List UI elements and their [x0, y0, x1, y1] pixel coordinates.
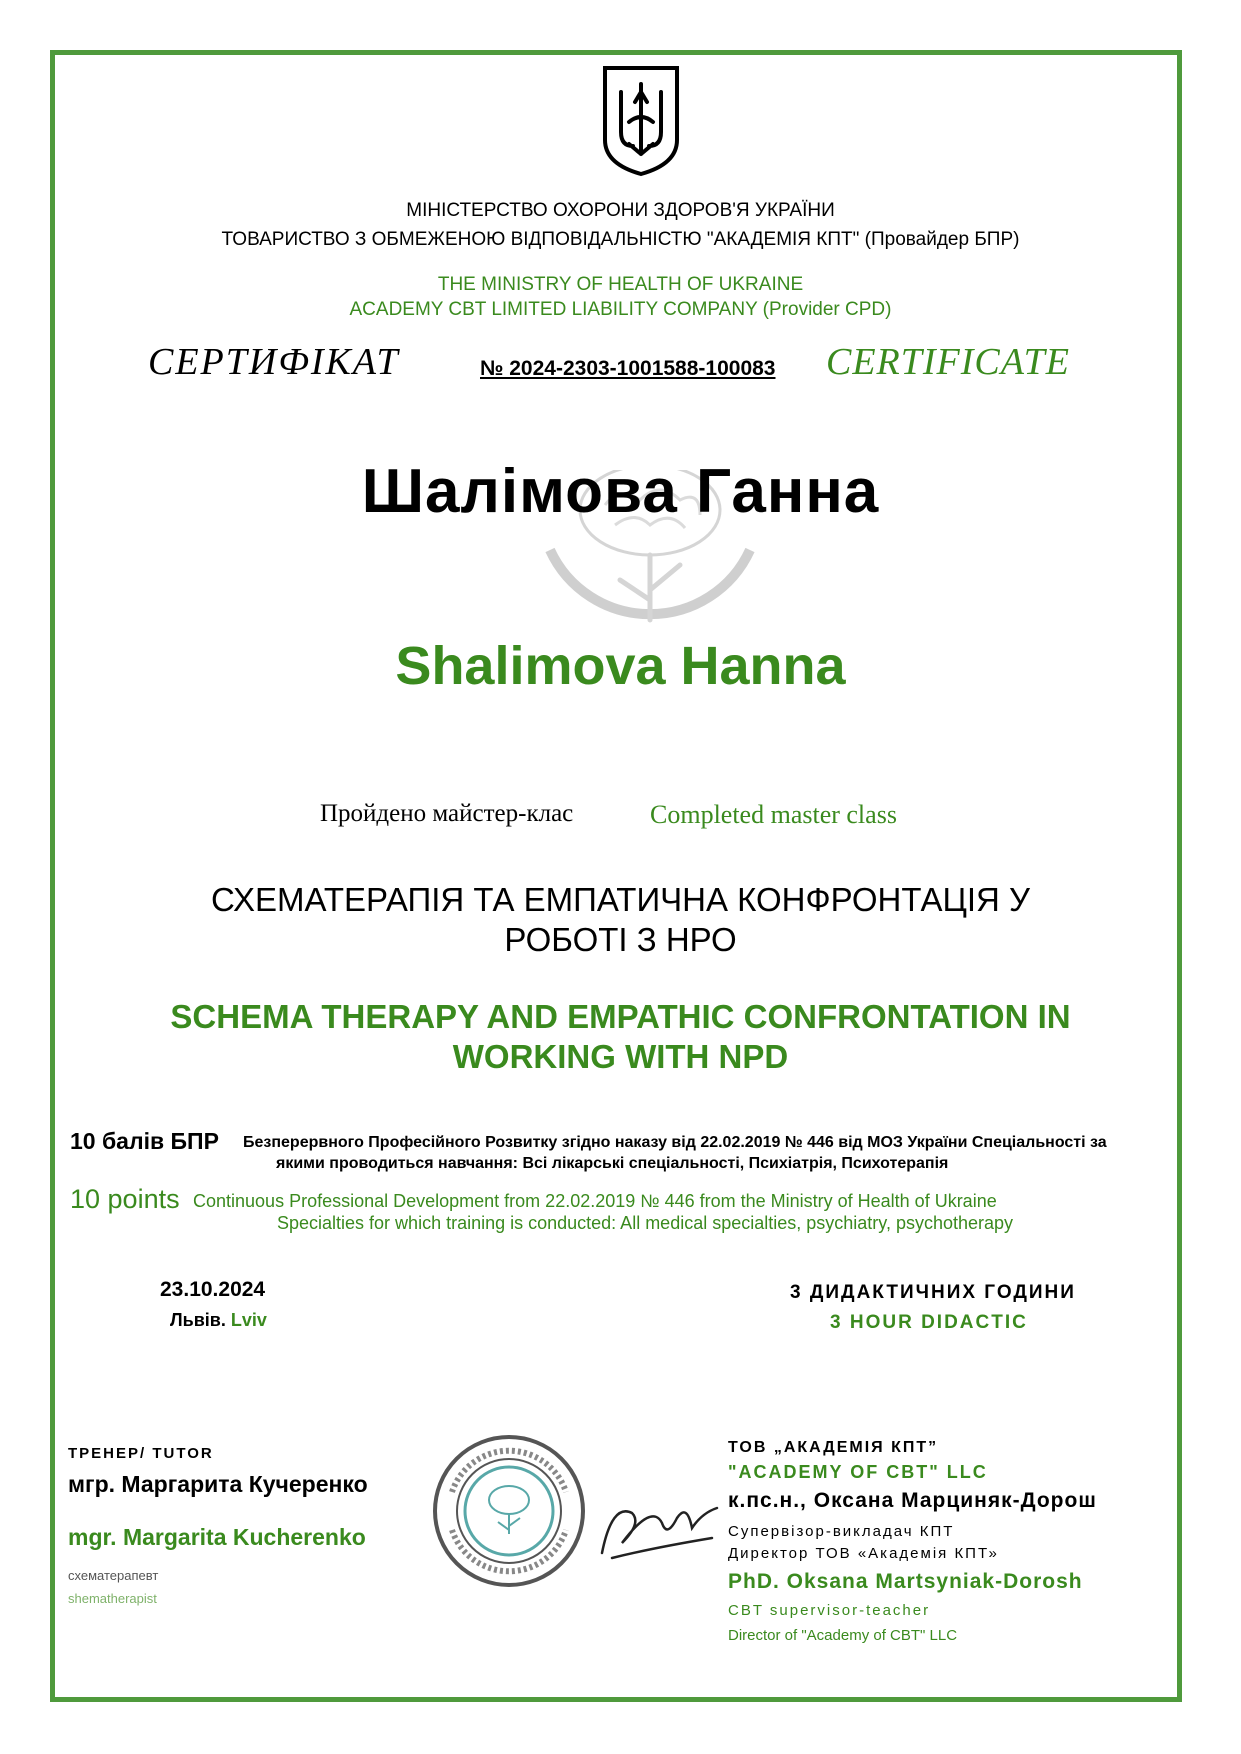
points-ua-label: 10 балів БПР: [70, 1128, 219, 1154]
signature-icon: [592, 1483, 722, 1573]
points-ua-description-line1: Безперервного Професійного Розвитку згідно наказу від 22.02.2019 № 446 від МОЗ України Спеціальності за: [243, 1134, 1107, 1151]
course-title-en: [0, 997, 1241, 1077]
course-title-en-line1: SCHEMA THERAPY AND EMPATHIC CONFRONTATION IN: [170, 998, 1071, 1035]
trident-emblem-icon: [599, 62, 683, 178]
event-date: 23.10.2024: [160, 1278, 266, 1301]
ministry-heading-ua: [0, 196, 1241, 254]
director-name-en: PhD. Oksana Martsyniak-Dorosh: [728, 1570, 1083, 1593]
completion-text-ua: Пройдено майстер-клас: [320, 800, 574, 827]
director-role-ua-1: Супервізор-викладач КПТ: [728, 1523, 955, 1540]
points-en-description-line1: Continuous Professional Development from 22.02.2019 № 446 from the Ministry of Health of Ukraine: [193, 1191, 997, 1211]
course-title-ua-line2: РОБОТІ З НРО: [504, 921, 737, 958]
course-title-ua-line1: СХЕМАТЕРАПІЯ ТА ЕМПАТИЧНА КОНФРОНТАЦІЯ У: [210, 881, 1031, 918]
course-title-ua: [0, 880, 1241, 960]
points-ua-description-line2: якими проводиться навчання: Всі лікарські спеціальності, Психіатрія, Психотерапія: [276, 1155, 949, 1172]
event-city-ua: Львів.: [170, 1310, 226, 1330]
director-role-en-2: Director of "Academy of CBT" LLC: [728, 1627, 958, 1644]
tutor-specialty-en: shematherapist: [68, 1591, 157, 1606]
company-seal-icon: [430, 1432, 588, 1590]
company-name-ua: ТОВАРИСТВО З ОБМЕЖЕНОЮ ВІДПОВІДАЛЬНІСТЮ "АКАДЕМІЯ КПТ" (Провайдер БПР): [221, 229, 1020, 250]
ministry-name-ua: МІНІСТЕРСТВО ОХОРОНИ ЗДОРОВ'Я УКРАЇНИ: [406, 200, 835, 221]
completion-text-en: Completed master class: [650, 800, 897, 829]
director-role-en-1: CBT supervisor-teacher: [728, 1602, 931, 1619]
event-hours-en: 3 HOUR DIDACTIC: [830, 1312, 1028, 1333]
tutor-name-en: mgr. Margarita Kucherenko: [68, 1524, 366, 1550]
ministry-name-en: THE MINISTRY OF HEALTH OF UKRAINE: [437, 274, 804, 295]
director-name-ua: к.пс.н., Оксана Марциняк-Дорош: [728, 1489, 1097, 1512]
recipient-name-ua: Шалімова Ганна: [361, 457, 880, 526]
director-org-en: "ACADEMY OF CBT" LLC: [728, 1462, 988, 1482]
director-role-ua-2: Директор ТОВ «Академія КПТ»: [728, 1545, 999, 1562]
certificate-title-ua: СЕРТИФІКАТ: [148, 341, 400, 383]
certificate-title-en: CERTIFICATE: [826, 341, 1070, 383]
event-city-en: Lviv: [230, 1310, 267, 1330]
company-name-en: ACADEMY CBT LIMITED LIABILITY COMPANY (Provider CPD): [349, 299, 892, 320]
certificate-number: № 2024-2303-1001588-100083: [480, 357, 776, 380]
event-city: [170, 1310, 267, 1331]
tutor-role: ТРЕНЕР/ TUTOR: [68, 1445, 214, 1462]
points-en-label: 10 points: [70, 1184, 180, 1214]
director-org-ua: ТОВ „АКАДЕМІЯ КПТ”: [728, 1439, 939, 1456]
event-hours-ua: 3 ДИДАКТИЧНИХ ГОДИНИ: [790, 1282, 1076, 1303]
course-title-en-line2: WORKING WITH NPD: [452, 1038, 789, 1075]
tutor-specialty-ua: схематерапевт: [68, 1568, 159, 1583]
recipient-name-en: Shalimova Hanna: [395, 636, 846, 696]
points-en-description-line2: Specialties for which training is conducted: All medical specialties, psychiatry, psychotherapy: [277, 1213, 1014, 1233]
ministry-heading-en: [0, 272, 1241, 322]
tutor-name-ua: мгр. Маргарита Кучеренко: [68, 1471, 368, 1497]
